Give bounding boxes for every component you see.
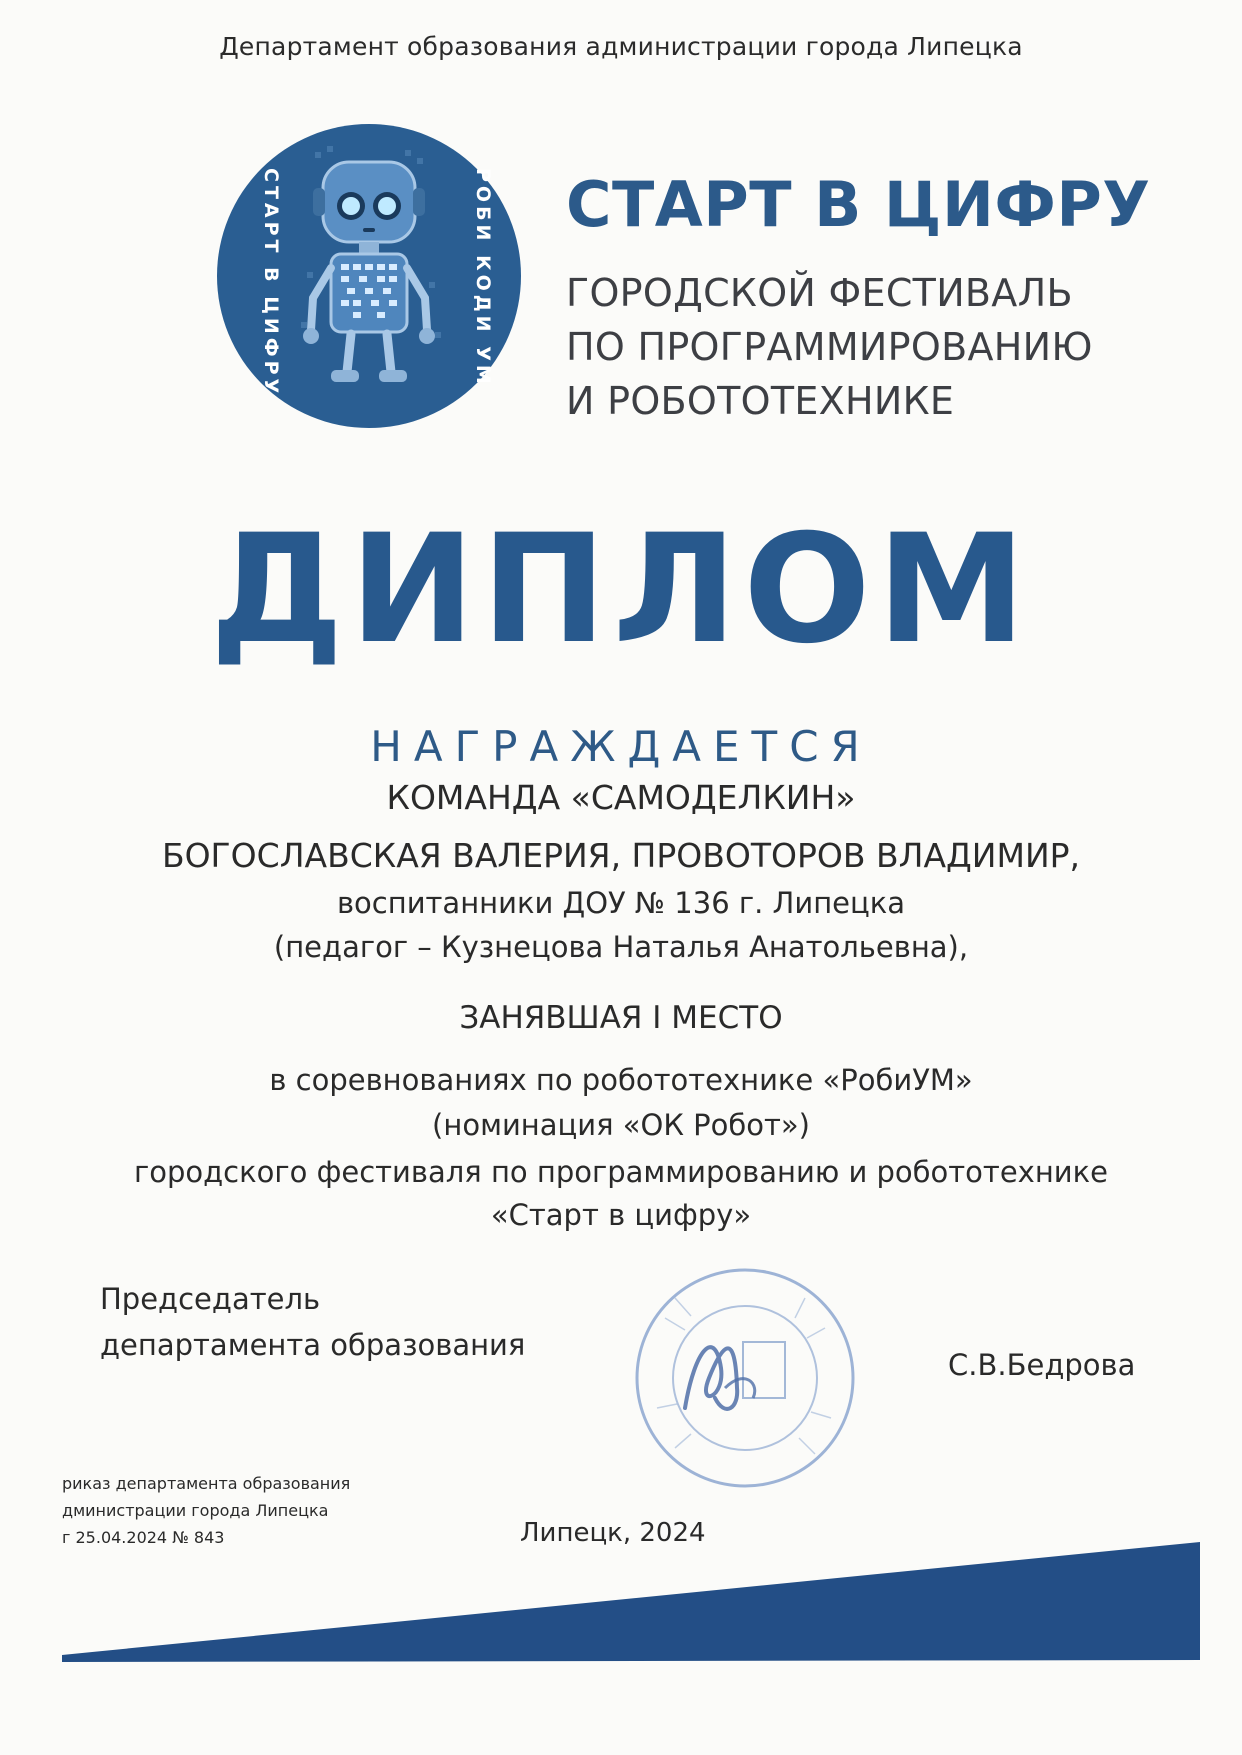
awarded-label: НАГРАЖДАЕТСЯ [370, 722, 872, 771]
order-line: г 25.04.2024 № 843 [62, 1528, 225, 1547]
participants: БОГОСЛАВСКАЯ ВАЛЕРИЯ, ПРОВОТОРОВ ВЛАДИМИР, [161, 836, 1081, 875]
stamp-seal-icon [625, 1258, 865, 1498]
signer-title [100, 1276, 525, 1368]
brand-subtitle [566, 266, 1093, 428]
competition: в соревнованиях по робототехнике «РобиУМ» [269, 1063, 973, 1097]
festival-title: «Старт в цифру» [490, 1198, 752, 1232]
order-line: риказ департамента образования [62, 1474, 351, 1493]
order-line: дминистрации города Липецка [62, 1501, 329, 1520]
teacher: (педагог – Кузнецова Наталья Анатольевна), [273, 930, 969, 964]
place-awarded: ЗАНЯВШАЯ I МЕСТО [459, 1000, 783, 1036]
festival-name: городского фестиваля по программированию и робототехнике [133, 1155, 1108, 1189]
logo-left-text: СТАРТ В ЦИФРУ [260, 168, 282, 398]
institution: воспитанники ДОУ № 136 г. Липецка [336, 886, 906, 920]
diploma-heading: ДИПЛОМ [209, 503, 1033, 677]
department-header: Департамент образования администрации города Липецка [219, 32, 1023, 61]
brand-subtitle-line: ПО ПРОГРАММИРОВАНИЮ [566, 325, 1093, 369]
brand-title: СТАРТ В ЦИФРУ [566, 168, 1151, 241]
place-year: Липецк, 2024 [520, 1518, 706, 1548]
logo-right-text: РОБИ КОДИ УМ [472, 168, 494, 388]
signer-title-line: Председатель [100, 1282, 321, 1316]
festival-logo [215, 122, 523, 430]
brand-subtitle-line: ГОРОДСКОЙ ФЕСТИВАЛЬ [566, 271, 1073, 315]
footer-band [0, 1530, 1242, 1670]
signer-title-line: департамента образования [100, 1328, 526, 1362]
brand-subtitle-line: И РОБОТОТЕХНИКЕ [566, 379, 955, 423]
signer-name: С.В.Бедрова [948, 1348, 1136, 1382]
team-name: КОМАНДА «САМОДЕЛКИН» [386, 778, 856, 817]
nomination: (номинация «ОК Робот») [432, 1108, 810, 1142]
